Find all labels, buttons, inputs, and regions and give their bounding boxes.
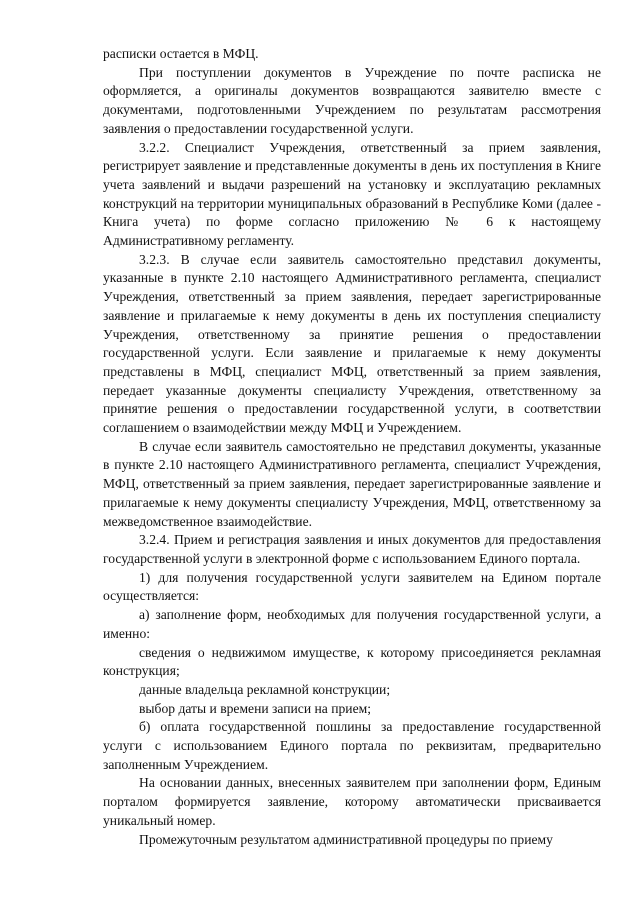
paragraph-3-2-4: 3.2.4. Прием и регистрация заявления и иных документов для предоставления государственной услуги в электронной форме с использованием Единого портала. bbox=[103, 532, 601, 566]
paragraph-item-b: б) оплата государственной пошлины за предоставление государственной услуги с использованием Единого портала по реквизитам, предварительно заполненным Учреждением. bbox=[103, 719, 601, 772]
paragraph-item-1: 1) для получения государственной услуги заявителем на Едином портале осуществляется: bbox=[103, 569, 601, 604]
paragraph-mail-receipt: При поступлении документов в Учреждение по почте расписка не оформляется, а оригиналы документов возвращаются заявителю вместе с документами, подготовленными Учреждением по результатам рассмотрения заявления о предоставлении государственной услуги. bbox=[103, 64, 601, 136]
paragraph-3-2-3: 3.2.3. В случае если заявитель самостоятельно представил документы, указанные в пункте 2.10 настоящего Административного регламента, специалист Учреждения, ответственный за прием заявления, передает зарегистрированные заявление и прилагаемые к нему документы в день их поступления специалисту Учреждения, ответственному за принятие решения о предоставлении государственной услуги. Если заявление и прилагаемые к нему документы представлены в МФЦ, специалист МФЦ, ответственный за прием заявления, передает указанные документы специалисту Учреждения, ответственному за принятие решения о предоставлении государственной услуги, в соответствии соглашением о взаимодействии между МФЦ и Учреждением. bbox=[103, 251, 601, 436]
paragraph-not-submitted: В случае если заявитель самостоятельно не представил документы, указанные в пункте 2.10 настоящего Административного регламента, специалист Учреждения, МФЦ, ответственный за прием заявления, передает зарегистрированные заявление и прилагаемые к нему документы специалисту Учреждения, МФЦ, ответственному за межведомственное взаимодействие. bbox=[103, 438, 601, 529]
paragraph-owner-data: данные владельца рекламной конструкции; bbox=[139, 681, 391, 697]
paragraph-intermediate-result: Промежуточным результатом административной процедуры по приему bbox=[139, 831, 553, 847]
paragraph-receipt-mfc: расписки остается в МФЦ. bbox=[103, 46, 259, 61]
paragraph-portal-form: На основании данных, внесенных заявителем при заполнении форм, Единым порталом формируется заявление, которому автоматически присваивается уникальный номер. bbox=[103, 775, 601, 828]
paragraph-appointment: выбор даты и времени записи на прием; bbox=[139, 700, 371, 716]
paragraph-real-estate: сведения о недвижимом имуществе, к которому присоединяется рекламная конструкция; bbox=[103, 644, 601, 679]
paragraph-3-2-2: 3.2.2. Специалист Учреждения, ответственный за прием заявления, регистрирует заявление и представленные документы в день их поступления в Книге учета заявлений и выдачи разрешений на установку и эксплуатацию рекламных конструкций на территории муниципальных образований в Республике Коми (далее - Книга учета) по форме согласно приложению № 6 к настоящему Административному регламенту. bbox=[103, 139, 601, 249]
document-page bbox=[103, 45, 601, 849]
paragraph-item-a: а) заполнение форм, необходимых для получения государственной услуги, а именно: bbox=[103, 607, 601, 641]
